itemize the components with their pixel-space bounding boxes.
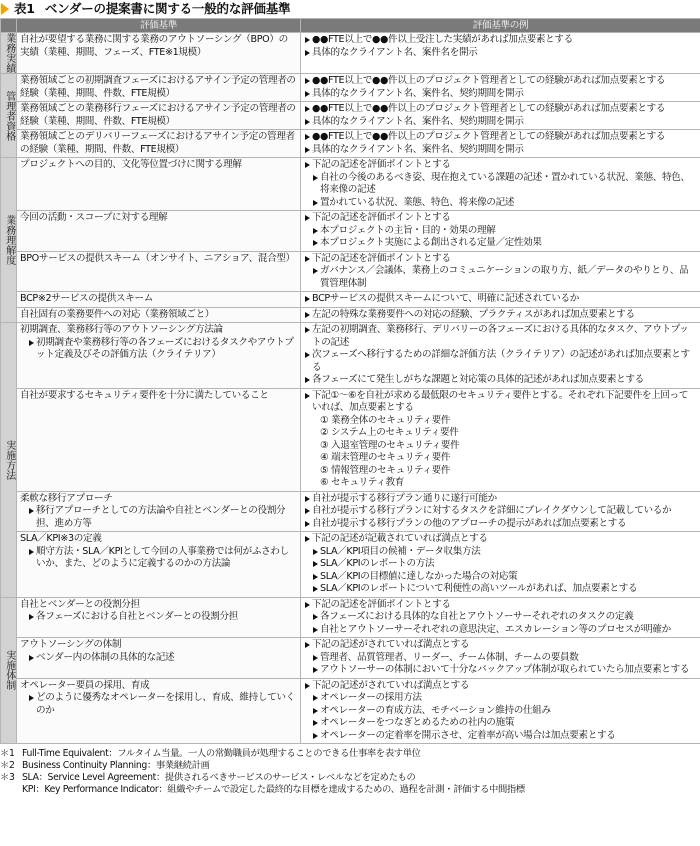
category-performance: 業務実績 bbox=[1, 33, 17, 74]
table-row bbox=[1, 102, 700, 130]
category-method: 実施方法 bbox=[1, 323, 17, 598]
footnote: ＊2 Business Continuity Planning：事業継続計画 bbox=[0, 760, 210, 771]
table-row bbox=[1, 597, 700, 638]
table-title bbox=[0, 0, 700, 18]
criteria-cell: 業務領域ごとの初期調査フェーズにおけるアサイン予定の管理者の経験（業種、期間、件数、FTE規模） bbox=[17, 74, 301, 102]
example-cell: 下記の記述を評価ポイントとする ガバナンス／会議体、業務上のコミュニケーションの取り方、紙／データのやりとり、品質管理体制 bbox=[301, 251, 700, 292]
example-cell: 下記の記述がされていれば満点とする 管理者、品質管理者、リーダー、チーム体制、チームの要員数 アウトソーサーの体制において十分なバックアップ体制が取られていたら加点要素とする bbox=[301, 638, 700, 679]
table-row bbox=[1, 323, 700, 389]
criteria-cell: オペレーター要員の採用、育成 どのように優秀なオペレーターを採用し、育成、維持していくのか bbox=[17, 678, 301, 744]
example-cell: 下記①〜⑥を自社が求める最低限のセキュリティ要件とする。それぞれ下記要件を上回っていれば、加点要素とする ① 業務全体のセキュリティ要件 ② システム上のセキュリティ要件 ③ 入退室管理のセキュリティ要件 ④ 端末管理のセキュリティ要件 ⑤ 情報管理のセキュリティ要件 ⑥ セキュリティ教育 bbox=[301, 388, 700, 491]
table-row bbox=[1, 491, 700, 532]
criteria-cell: 初期調査、業務移行等のアウトソーシング方法論 初期調査や業務移行等の各フェーズにおけるタスクやアウトプット定義及びその評価方法（クライテリア） bbox=[17, 323, 301, 389]
example-cell: ●●FTE以上で●●件以上のプロジェクト管理者としての経験があれば加点要素とする 具体的なクライアント名、案件名、契約期間を開示 bbox=[301, 102, 700, 130]
criteria-cell: 自社固有の業務要件への対応（業務領域ごと） bbox=[17, 307, 301, 323]
example-cell: ●●FTE以上で●●件以上のプロジェクト管理者としての経験があれば加点要素とする 具体的なクライアント名、案件名、契約期間を開示 bbox=[301, 130, 700, 158]
example-cell: 自社が提示する移行プラン通りに遂行可能か 自社が提示する移行プランに対するタスクを詳細にブレイクダウンして記載しているか 自社が提示する移行プランの他のアプローチの提示があれば加点要素とする bbox=[301, 491, 700, 532]
table-row bbox=[1, 388, 700, 491]
criteria-cell: 自社が要望する業務に関する業務のアウトソーシング（BPO）の実績（業種、期間、フェーズ、FTE※1規模） bbox=[17, 33, 301, 74]
category-manager: 管理者資格 bbox=[1, 74, 17, 158]
category-system: 実施体制 bbox=[1, 597, 17, 744]
example-cell: ●●FTE以上で●●件以上受注した実績があれば加点要素とする 具体的なクライアント名、案件名を開示 bbox=[301, 33, 700, 74]
criteria-cell: プロジェクトへの目的、文化等位置づけに関する理解 bbox=[17, 158, 301, 211]
evaluation-table bbox=[0, 18, 700, 744]
criteria-cell: SLA／KPI※3の定義 順守方法・SLA／KPIとして今回の人事業務では何がふさわしいか、また、どのように定義するのかの方法論 bbox=[17, 532, 301, 598]
criteria-cell: 柔軟な移行アプローチ 移行アプローチとしての方法論や自社とベンダーとの役割分担、進め方等 bbox=[17, 491, 301, 532]
table-row bbox=[1, 33, 700, 74]
table-row bbox=[1, 638, 700, 679]
example-cell: 左記の初期調査、業務移行、デリバリーの各フェーズにおける具体的なタスク、アウトプットの記述 次フェーズへ移行するための詳細な評価方法（クライテリア）の記述があれば加点要素とする 各フェーズにて発生しがちな課題と対応策の具体的記述があれば加点要素とする bbox=[301, 323, 700, 389]
example-cell: 下記の記述が記載されていれば満点とする SLA／KPI項目の候補・データ収集方法 SLA／KPIのレポートの方法 SLA／KPIの目標値に達しなかった場合の対応策 SLA／KPIのレポートについて利便性の高いツールがあれば、加点要素とする bbox=[301, 532, 700, 598]
example-cell: 下記の記述を評価ポイントとする 自社の今後のあるべき姿、現在抱えている課題の記述・置かれている状況、業態、特色、将来像の記述 置かれている状況、業態、特色、将来像の記述 bbox=[301, 158, 700, 211]
header-row bbox=[1, 19, 700, 33]
example-cell: 下記の記述を評価ポイントとする 本プロジェクトの主旨・目的・効果の理解 本プロジェクト実施による創出される定量／定性効果 bbox=[301, 211, 700, 252]
criteria-cell: BCP※2サービスの提供スキーム bbox=[17, 292, 301, 308]
example-cell: 下記の記述を評価ポイントとする 各フェーズにおける具体的な自社とアウトソーサーそれぞれのタスクの定義 自社とアウトソーサーそれぞれの意思決定、エスカレーション等のプロセスが明確か bbox=[301, 597, 700, 638]
example-cell: 下記の記述がされていれば満点とする オペレーターの採用方法 オペレーターの育成方法、モチベーション維持の仕組み オペレーターをつなぎとめるための社内の施策 オペレーターの定着率を開示させ、定着率が高い場合は加点要素とする bbox=[301, 678, 700, 744]
criteria-cell: アウトソーシングの体制 ベンダー内の体制の具体的な記述 bbox=[17, 638, 301, 679]
footnotes bbox=[0, 748, 700, 796]
table-row bbox=[1, 292, 700, 308]
footnote: ＊1 Full-Time Equivalent：フルタイム当量。一人の常勤職員が処理することのできる仕事率を表す単位 bbox=[0, 748, 421, 759]
title-marker-icon bbox=[1, 3, 9, 15]
header-blank bbox=[1, 19, 17, 33]
table-row bbox=[1, 307, 700, 323]
criteria-cell: BPOサービスの提供スキーム（オンサイト、ニアショア、混合型） bbox=[17, 251, 301, 292]
footnote: ＊3 SLA：Service Level Agreement：提供されるべきサービスのサービス・レベルなどを定めたもの bbox=[0, 772, 416, 783]
table-number: 表1 bbox=[14, 0, 35, 16]
example-cell: BCPサービスの提供スキームについて、明確に記述されているか bbox=[301, 292, 700, 308]
footnote: KPI：Key Performance Indicator：組織やチームで設定した最終的な目標を達成するための、過程を計測・評価する中間指標 bbox=[22, 784, 525, 795]
header-example: 評価基準の例 bbox=[301, 19, 700, 33]
criteria-cell: 業務領域ごとの業務移行フェーズにおけるアサイン予定の管理者の経験（業種、期間、件数、FTE規模） bbox=[17, 102, 301, 130]
example-cell: 左記の特殊な業務要件への対応の経験、プラクティスがあれば加点要素とする bbox=[301, 307, 700, 323]
table-row bbox=[1, 678, 700, 744]
category-understanding: 業務理解度 bbox=[1, 158, 17, 323]
header-criteria: 評価基準 bbox=[17, 19, 301, 33]
table-row bbox=[1, 211, 700, 252]
criteria-cell: 自社とベンダーとの役割分担 各フェーズにおける自社とベンダーとの役割分担 bbox=[17, 597, 301, 638]
table-row bbox=[1, 532, 700, 598]
table-row bbox=[1, 74, 700, 102]
criteria-cell: 業務領域ごとのデリバリーフェーズにおけるアサイン予定の管理者の経験（業種、期間、件数、FTE規模） bbox=[17, 130, 301, 158]
table-row bbox=[1, 251, 700, 292]
example-cell: ●●FTE以上で●●件以上のプロジェクト管理者としての経験があれば加点要素とする 具体的なクライアント名、案件名、契約期間を開示 bbox=[301, 74, 700, 102]
table-row bbox=[1, 158, 700, 211]
table-row bbox=[1, 130, 700, 158]
table-title-text: ベンダーの提案書に関する一般的な評価基準 bbox=[44, 0, 291, 16]
criteria-cell: 今回の活動・スコープに対する理解 bbox=[17, 211, 301, 252]
criteria-cell: 自社が要求するセキュリティ要件を十分に満たしていること bbox=[17, 388, 301, 491]
